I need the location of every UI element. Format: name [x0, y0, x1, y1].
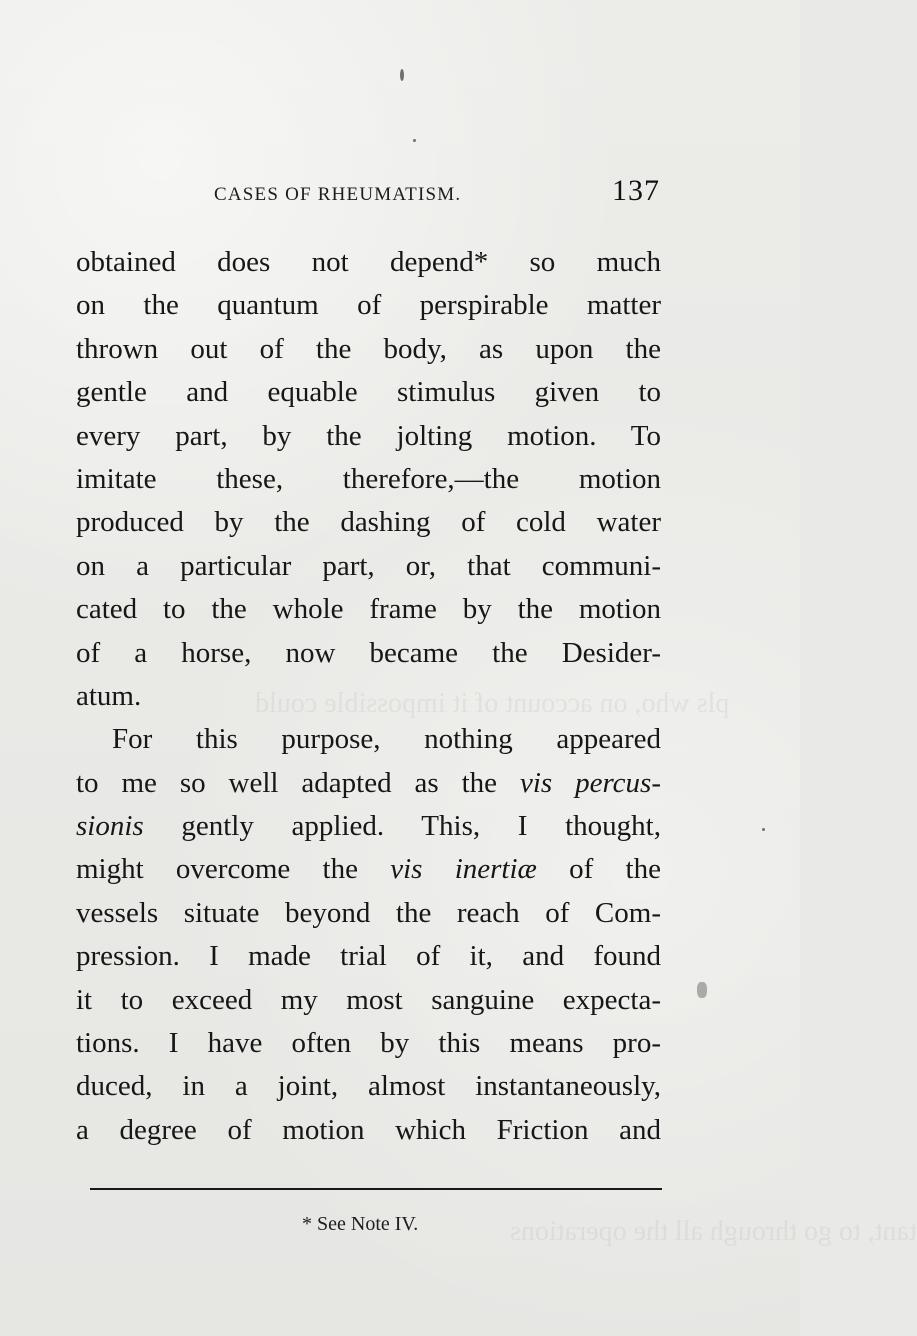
- text-line: [76, 458, 661, 501]
- text-span: obtained does not depend* so much: [76, 246, 661, 278]
- text-span: of a horse, now became the Desider-: [76, 636, 661, 669]
- text-span: produced by the dashing of cold water: [76, 506, 661, 539]
- text-span: duced, in a joint, almost instantaneously,: [76, 1070, 661, 1103]
- footnote-text: * See Note IV.: [302, 1213, 419, 1235]
- italic-text-span: sionis: [76, 810, 144, 843]
- text-span: imitate these, therefore,—the motion: [76, 462, 661, 495]
- text-span: to me so well adapted as the: [76, 766, 520, 799]
- text-line: [76, 1065, 661, 1108]
- text-span: of the: [536, 853, 661, 886]
- text-line: [76, 762, 661, 805]
- text-span: pression. I made trial of it, and found: [76, 940, 661, 973]
- text-line: [76, 415, 661, 458]
- footnote-rule: [90, 1188, 662, 1190]
- italic-text-span: vis percus-: [519, 766, 661, 799]
- text-span: it to exceed my most sanguine expecta-: [76, 983, 661, 1016]
- page-header: [214, 174, 660, 214]
- running-head: CASES OF RHEUMATISM.: [214, 184, 462, 205]
- text-line: [76, 241, 661, 284]
- text-span: might overcome the: [76, 853, 391, 886]
- text-span: every part, by the jolting motion. To: [76, 419, 661, 452]
- text-span: on the quantum of perspirable matter: [76, 289, 661, 322]
- page-speck: [762, 828, 765, 831]
- bleedthrough-text: tant, to go through all the operations: [510, 1216, 917, 1247]
- text-span: thrown out of the body, as upon the: [76, 332, 661, 365]
- italic-text-span: vis inertiæ: [390, 853, 537, 886]
- text-span: gentle and equable stimulus given to: [76, 376, 661, 409]
- text-span: gently applied. This, I thought,: [143, 810, 661, 843]
- text-line: [76, 284, 661, 327]
- text-line: [76, 632, 661, 675]
- body-text: [76, 241, 661, 1152]
- text-line: [76, 805, 661, 848]
- text-line: [76, 371, 661, 414]
- text-line: [76, 1109, 661, 1152]
- text-line: [76, 848, 661, 891]
- text-span: atum.: [76, 679, 142, 712]
- text-line: [76, 675, 661, 718]
- bleedthrough-text: pls who, on account of it impossible could: [255, 688, 730, 719]
- text-span: tions. I have often by this means pro-: [76, 1027, 661, 1060]
- text-line: [76, 892, 661, 935]
- text-span: For this purpose, nothing appeared: [112, 723, 661, 756]
- page-speck: [400, 69, 404, 81]
- text-span: vessels situate beyond the reach of Com-: [76, 896, 661, 929]
- text-line: [76, 718, 661, 761]
- text-line: [76, 935, 661, 978]
- text-line: [76, 588, 661, 631]
- text-line: [76, 328, 661, 371]
- page-number: 137: [612, 174, 660, 207]
- text-line: [76, 501, 661, 544]
- page-speck: [697, 982, 707, 998]
- text-span: cated to the whole frame by the motion: [76, 593, 661, 626]
- text-line: [76, 1022, 661, 1065]
- text-span: a degree of motion which Friction and: [76, 1113, 661, 1146]
- text-line: [76, 545, 661, 588]
- text-line: [76, 979, 661, 1022]
- text-span: on a particular part, or, that communi-: [76, 549, 661, 582]
- page-speck: [413, 139, 416, 142]
